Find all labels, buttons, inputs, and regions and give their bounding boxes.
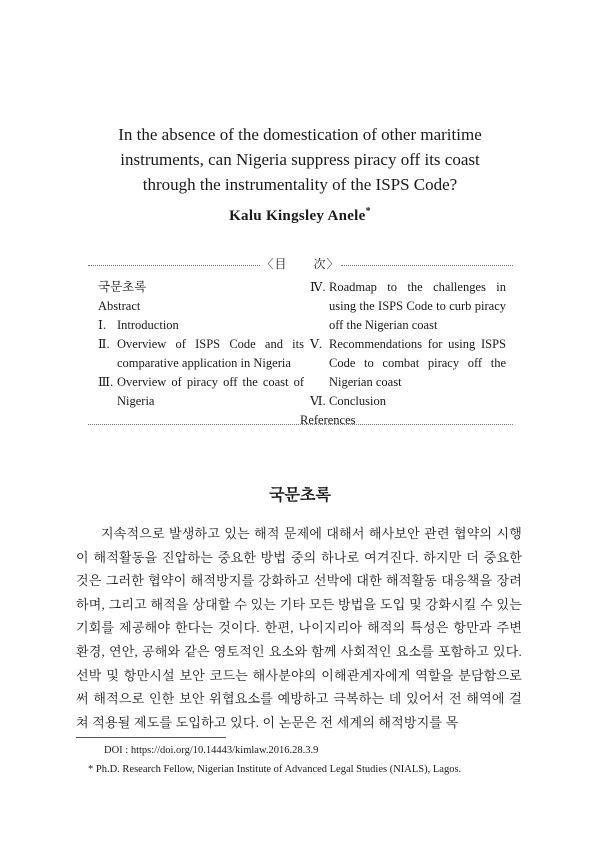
paper-title <box>60 122 540 197</box>
toc-item-number: Ⅳ. <box>310 280 326 294</box>
toc-item-text: Overview of ISPS Code and its comparative application in Nigeria <box>117 337 304 370</box>
toc-heading: 〈目 次〉 <box>261 257 340 271</box>
toc-item-recommendations <box>310 335 506 392</box>
footnote-author: * Ph.D. Research Fellow, Nigerian Institute of Advanced Legal Studies (NIALS), Lagos. <box>88 764 462 775</box>
toc-item-korean-abstract: 국문초록 <box>98 280 147 294</box>
toc-item-conclusion <box>310 392 506 411</box>
section-heading: 국문초록 <box>269 485 331 504</box>
toc-item-text: Overview of piracy off the coast of Nigeria <box>117 375 304 408</box>
toc-left-column <box>98 278 304 411</box>
toc-item-number: Ⅰ. <box>98 318 107 332</box>
toc-item-number: Ⅱ. <box>98 337 110 351</box>
toc-item-abstract: Abstract <box>98 299 141 313</box>
author-line <box>0 206 600 225</box>
table-of-contents <box>88 257 513 427</box>
footnote-divider <box>76 737 226 738</box>
toc-item-overview-isps <box>98 335 304 373</box>
author-name: Kalu Kingsley Anele <box>229 208 366 224</box>
title-line: In the absence of the domestication of other maritime <box>118 125 482 144</box>
toc-item-introduction <box>98 316 304 335</box>
toc-item-text: Conclusion <box>329 394 386 408</box>
toc-item-roadmap <box>310 278 506 335</box>
abstract-paragraph: 지속적으로 발생하고 있는 해적 문제에 대해서 해사보안 관련 협약의 시행이 해적활동을 진압하는 중요한 방법 중의 하나로 여겨진다. 하지만 더 중요한 것은 그러한 협약이 해적방지를 강화하고 선박에 대한 해적활동 대응책을 장려하며, 그리고 해적을 상대할 수 있는 기타 모든 방법을 도입 및 강화시킬 수 있는 기회를 제공해야 한다는 것이다. 한편, 나이지리아 해적의 특성은 항만과 주변 환경, 연안, 공해와 같은 영토적인 요소와 함께 사회적인 요소를 포함하고 있다. 선박 및 항만시설 보안 코드는 해사분야의 이해관계자에게 역할을 분담함으로써 해적으로 인한 보안 위협요소를 예방하고 극복하는 데 있어서 전 해역에 걸쳐 적용될 제도를 도입하고 있다. 이 논문은 전 세계의 해적방지를 목 <box>76 526 522 730</box>
toc-item-overview-piracy <box>98 373 304 411</box>
toc-item-references: References <box>300 413 356 427</box>
toc-item-number: Ⅴ. <box>310 337 323 351</box>
toc-rule-left <box>88 265 260 266</box>
toc-item-number: Ⅲ. <box>98 375 114 389</box>
toc-rule-right <box>341 265 513 266</box>
author-footnote-mark: * <box>365 206 371 217</box>
toc-right-column <box>300 278 506 430</box>
toc-item-text: Roadmap to the challenges in using the ISPS Code to curb piracy off the Nigerian coast <box>329 280 506 332</box>
toc-item-text: Recommendations for using ISPS Code to combat piracy off the Nigerian coast <box>329 337 506 389</box>
footnote-doi: DOI : https://doi.org/10.14443/kimlaw.2016.28.3.9 <box>104 745 319 756</box>
title-line: instruments, can Nigeria suppress piracy off its coast <box>120 150 480 169</box>
toc-item-text: Introduction <box>117 318 179 332</box>
title-line: through the instrumentality of the ISPS Code? <box>142 175 458 194</box>
toc-item-number: Ⅵ. <box>310 394 326 408</box>
